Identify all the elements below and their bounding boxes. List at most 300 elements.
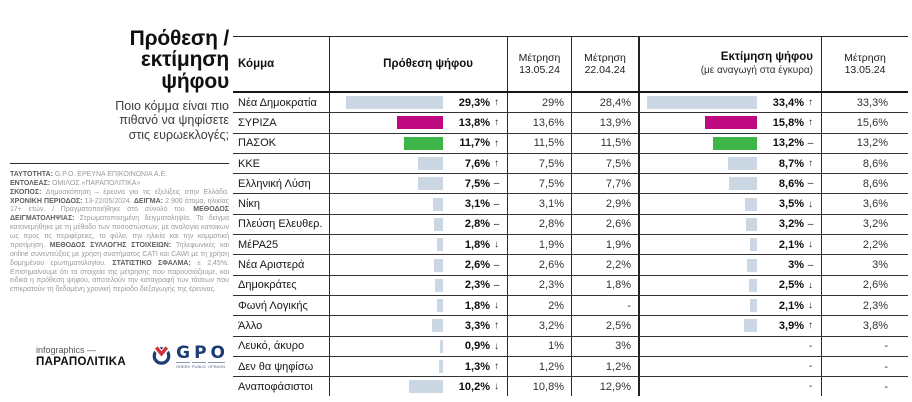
vote-intention-cell [330, 113, 508, 132]
estimate-trend-icon: ↑ [808, 158, 813, 170]
estimate-cell [640, 357, 822, 376]
vote-intention-barwrap [330, 198, 443, 211]
estimate-trend-icon: ↑ [808, 320, 813, 332]
measure-130524-value: 2,6% [538, 259, 564, 272]
measure-130524-cell [508, 337, 572, 356]
vote-intention-cell [330, 154, 508, 173]
header-measure-130524-line1: Μέτρηση [518, 51, 561, 64]
vote-intention-cell [330, 93, 508, 112]
header-measure-220424-line1: Μέτρηση [584, 51, 626, 64]
vote-intention-cell [330, 134, 508, 153]
measure-130524b-value: 3,2% [862, 218, 888, 231]
measure-130524-cell [508, 93, 572, 112]
table-row [233, 154, 908, 174]
header-estimate [640, 37, 822, 91]
party-cell [233, 93, 330, 112]
vote-intention-value: 2,8% [464, 218, 490, 231]
vote-intention-bar [418, 177, 443, 190]
header-measure-130524 [508, 37, 572, 91]
measure-130524b-cell [822, 154, 908, 173]
vote-intention-cell [330, 337, 508, 356]
measure-130524b-cell [822, 235, 908, 254]
vote-intention-cell [330, 296, 508, 315]
table-header [233, 36, 908, 93]
party-cell [233, 276, 330, 295]
estimate-barwrap [640, 299, 757, 312]
measure-220424-value: 1,9% [605, 238, 631, 251]
estimate-bar [744, 319, 757, 332]
table-row [233, 194, 908, 214]
estimate-value: 3,9% [778, 319, 804, 332]
party-name: Δεν θα ψηφίσω [238, 360, 314, 373]
estimate-cell [640, 377, 822, 396]
measure-130524b-value: 2,2% [862, 238, 888, 251]
vote-intention-bar [397, 116, 443, 129]
measure-220424-cell [572, 93, 640, 112]
measure-220424-cell [572, 276, 640, 295]
measure-220424-value: 2,5% [605, 319, 631, 332]
measure-130524b-cell [822, 194, 908, 213]
page-title: Πρόθεση / εκτίμηση ψήφου [129, 27, 229, 93]
party-cell [233, 215, 330, 234]
vote-intention-barwrap [330, 319, 443, 332]
vote-intention-bar [409, 380, 443, 393]
measure-130524b-cell [822, 357, 908, 376]
estimate-trend-icon: ↓ [808, 198, 813, 210]
vote-intention-value: 1,8% [464, 299, 490, 312]
estimate-barwrap [640, 157, 757, 170]
measure-130524-value: 7,5% [538, 157, 564, 170]
party-name: Αναποφάσιστοι [238, 380, 313, 393]
vote-intention-trend-icon: – [493, 279, 500, 291]
measure-220424-value: 7,5% [605, 157, 631, 170]
measure-130524b-cell [822, 174, 908, 193]
measure-220424-value: 1,8% [605, 279, 631, 292]
measure-220424-value: 2,2% [605, 259, 631, 272]
measure-130524b-value: 3% [872, 259, 888, 272]
measure-130524b-cell [822, 93, 908, 112]
measure-130524-cell [508, 215, 572, 234]
table-row [233, 93, 908, 113]
vote-intention-value: 10,2% [458, 380, 490, 393]
vote-intention-bar [418, 157, 443, 170]
gpo-logo [150, 345, 229, 369]
party-name: Λευκό, άκυρο [238, 340, 305, 353]
estimate-trend-icon: – [807, 178, 814, 190]
measure-220424-value: 2,6% [605, 218, 631, 231]
party-cell [233, 316, 330, 335]
vote-intention-value: 7,5% [464, 177, 490, 190]
estimate-bar [750, 299, 757, 312]
table-row [233, 255, 908, 275]
estimate-barwrap [640, 137, 757, 150]
gpo-letters: GPO [176, 343, 229, 363]
vote-intention-barwrap [330, 299, 443, 312]
estimate-value: 2,1% [778, 238, 804, 251]
estimate-value: 2,1% [778, 299, 804, 312]
measure-130524-value: 3,1% [538, 198, 564, 211]
party-name: Πλεύση Ελευθερ. [238, 218, 323, 231]
measure-220424-value: 3% [615, 340, 631, 353]
table-body [233, 93, 908, 396]
measure-130524-cell [508, 377, 572, 396]
gpo-sub-opinion: OPINION [208, 364, 225, 370]
measure-130524-cell [508, 154, 572, 173]
estimate-cell [640, 154, 822, 173]
measure-220424-value: 1,2% [605, 360, 631, 373]
party-cell [233, 174, 330, 193]
vote-intention-trend-icon: – [493, 198, 500, 210]
vote-intention-cell [330, 235, 508, 254]
header-estimate-subtitle: (με αναγωγή στα έγκυρα) [700, 64, 813, 76]
vote-intention-trend-icon: ↑ [494, 117, 499, 129]
estimate-bar [729, 177, 757, 190]
vote-intention-trend-icon: ↑ [494, 97, 499, 109]
party-cell [233, 134, 330, 153]
header-vote-intention: Πρόθεση ψήφου [330, 37, 508, 91]
measure-220424-cell [572, 296, 640, 315]
estimate-trend-icon: - [808, 381, 813, 393]
party-name: ΠΑΣΟΚ [238, 137, 276, 150]
estimate-cell [640, 93, 822, 112]
party-cell [233, 194, 330, 213]
vote-intention-barwrap [330, 218, 443, 231]
measure-220424-cell [572, 357, 640, 376]
party-name: ΣΥΡΙΖΑ [238, 116, 277, 129]
vote-intention-trend-icon: ↑ [494, 137, 499, 149]
measure-130524b-value: - [884, 340, 888, 353]
gpo-checkmark-icon [150, 345, 173, 365]
vote-intention-value: 13,8% [458, 116, 490, 129]
estimate-value: 3,2% [778, 218, 804, 231]
vote-intention-trend-icon: ↓ [494, 340, 499, 352]
measure-130524b-value: 33,3% [856, 96, 888, 109]
estimate-bar [647, 96, 757, 109]
credit-block [36, 345, 126, 368]
vote-intention-value: 29,3% [458, 96, 490, 109]
vote-intention-cell [330, 357, 508, 376]
estimate-bar [747, 259, 757, 272]
vote-intention-value: 11,7% [459, 137, 490, 150]
measure-130524b-cell [822, 134, 908, 153]
measure-220424-cell [572, 113, 640, 132]
table-row [233, 276, 908, 296]
estimate-bar [749, 279, 757, 292]
vote-intention-trend-icon: ↓ [494, 239, 499, 251]
credit-infographics: infographics — [36, 345, 97, 355]
estimate-cell [640, 276, 822, 295]
vote-intention-value: 1,8% [464, 238, 490, 251]
measure-130524b-cell [822, 337, 908, 356]
page-subtitle: Ποιο κόμμα είναι πιο πιθανό να ψηφίσετε στις ευρωεκλογές; [115, 99, 229, 142]
estimate-cell [640, 255, 822, 274]
vote-intention-value: 0,9% [464, 340, 490, 353]
vote-intention-value: 3,1% [464, 198, 490, 211]
party-name: Νίκη [238, 198, 261, 211]
estimate-barwrap [640, 259, 757, 272]
measure-220424-cell [572, 215, 640, 234]
measure-130524-value: 1,9% [538, 238, 564, 251]
poll-table [233, 36, 908, 396]
gpo-sub-greek: GREEK [176, 364, 191, 370]
estimate-value: 13,2% [772, 137, 804, 150]
measure-130524-cell [508, 296, 572, 315]
measure-220424-cell [572, 174, 640, 193]
measure-220424-cell [572, 154, 640, 173]
estimate-cell [640, 113, 822, 132]
estimate-value: 3,5% [778, 198, 804, 211]
vote-intention-bar [433, 198, 443, 211]
party-name: ΜέΡΑ25 [238, 238, 279, 251]
table-row [233, 316, 908, 336]
methodology-text: ΤΑΥΤΟΤΗΤΑ: G.P.O. ΕΡΕΥΝΑ ΕΠΙΚΟΙΝΩΝΙΑ Α.Ε. ΕΝΤΟΛΕΑΣ: ΟΜΙΛΟΣ «ΠΑΡΑΠΟΛΙΤΙΚΑ» ΣΚΟΠΟΣ: Δημοσκόπηση – έρευνα για τις εξελίξεις στην Ελλάδα. ΧΡΟΝΙΚΗ ΠΕΡΙΟΔΟΣ: 13-22/05/2024. ΔΕΙΓΜΑ: 2.900 άτομα, ηλικίας 17+ ετών. / Πραγματοποιήθηκε στο σύνολό του. ΜΕΘΟΔΟΣ ΔΕΙΓΜΑΤΟΛΗΨΙΑΣ: Στρωματοποιημένη δειγματοληψία. Το δείγμα κατανεμήθηκε με τη μέθοδο των ποσοστώσεων, με αναλογία κατοίκων ως προς τις περιφέρειες, το φύλο, την ηλικία και την κομματική προτίμηση. ΜΕΘΟΔΟΣ ΣΥΛΛΟΓΗΣ ΣΤΟΙΧΕΙΩΝ: Τηλεφωνικές και online συνεντεύξεις με χρήση συστήματος CATI και CAWI με τη χρήση δομημένου ερωτηματολογίου. ΣΤΑΤΙΣΤΙΚΟ ΣΦΑΛΜΑ: ± 2,45%. Επισημαίνουμε ότι τα στοιχεία της μέτρησης που παρουσιάζουμε, και ειδικά η πρόθεση ψήφου, αποτελούν την καταγραφή των τάσεων που επικρατούν τη δεδομένη χρονική περίοδο διεξαγωγής της έρευνας. [10, 170, 229, 294]
vote-intention-barwrap [330, 177, 443, 190]
estimate-trend-icon: ↑ [808, 117, 813, 129]
measure-220424-cell [572, 316, 640, 335]
vote-intention-trend-icon: ↑ [494, 361, 499, 372]
vote-intention-trend-icon: ↓ [494, 300, 499, 312]
credit-parapolitika: ΠΑΡΑΠΟΛΙΤΙΚΑ [36, 356, 126, 368]
header-measure-220424-line2: 22.04.24 [584, 64, 626, 76]
measure-130524b-value: 8,6% [862, 177, 888, 190]
table-row [233, 377, 908, 396]
header-measure-130524-b [822, 37, 908, 91]
measure-220424-cell [572, 337, 640, 356]
header-measure-130524-line2: 13.05.24 [519, 64, 560, 76]
estimate-cell [640, 174, 822, 193]
sidebar [10, 28, 229, 295]
header-party: Κόμμα [233, 37, 330, 91]
measure-130524b-value: 2,3% [862, 299, 888, 312]
measure-220424-cell [572, 134, 640, 153]
vote-intention-bar [432, 319, 443, 332]
party-cell [233, 337, 330, 356]
measure-130524-value: 2% [548, 299, 564, 312]
measure-220424-value: 11,5% [600, 137, 631, 150]
measure-220424-value: 2,9% [605, 198, 631, 211]
estimate-bar [728, 157, 757, 170]
measure-130524-cell [508, 235, 572, 254]
measure-220424-value: 12,9% [599, 380, 631, 393]
estimate-barwrap [640, 96, 757, 109]
vote-intention-value: 2,3% [464, 279, 490, 292]
vote-intention-bar [404, 137, 443, 150]
measure-130524-value: 1% [548, 340, 564, 353]
party-name: Νέα Αριστερά [238, 259, 305, 272]
measure-130524b-cell [822, 316, 908, 335]
vote-intention-trend-icon: ↑ [494, 320, 499, 332]
estimate-cell [640, 134, 822, 153]
measure-130524-value: 2,3% [538, 279, 564, 292]
party-name: Νέα Δημοκρατία [238, 96, 317, 109]
party-cell [233, 357, 330, 376]
measure-220424-cell [572, 194, 640, 213]
vote-intention-trend-icon: ↓ [494, 381, 499, 393]
measure-220424-cell [572, 377, 640, 396]
estimate-trend-icon: - [808, 361, 813, 372]
estimate-value: 8,6% [778, 177, 804, 190]
estimate-barwrap [640, 177, 757, 190]
measure-130524-cell [508, 134, 572, 153]
table-row [233, 357, 908, 377]
vote-intention-barwrap [330, 360, 443, 373]
measure-130524b-value: 8,6% [862, 157, 888, 170]
estimate-bar [746, 218, 757, 231]
header-measure-130524b-line2: 13.05.24 [844, 64, 886, 76]
vote-intention-value: 7,6% [464, 157, 490, 170]
vote-intention-cell [330, 255, 508, 274]
estimate-trend-icon: ↓ [808, 279, 813, 291]
measure-220424-value: - [627, 299, 631, 312]
vote-intention-bar [434, 218, 443, 231]
measure-130524b-value: 15,6% [856, 116, 888, 129]
measure-130524-cell [508, 174, 572, 193]
estimate-value: 2,5% [778, 279, 804, 292]
measure-130524b-cell [822, 113, 908, 132]
estimate-value: 15,8% [772, 116, 804, 129]
table-row [233, 296, 908, 316]
estimate-cell [640, 296, 822, 315]
measure-130524-cell [508, 276, 572, 295]
measure-130524-value: 11,5% [533, 137, 564, 150]
measure-130524-cell [508, 316, 572, 335]
measure-130524b-cell [822, 255, 908, 274]
gpo-sub-public: PUBLIC [191, 364, 207, 370]
estimate-cell [640, 194, 822, 213]
estimate-bar [713, 137, 757, 150]
vote-intention-cell [330, 194, 508, 213]
header-measure-220424 [572, 37, 640, 91]
vote-intention-barwrap [330, 137, 443, 150]
party-name: Άλλο [238, 319, 263, 332]
measure-130524-cell [508, 357, 572, 376]
vote-intention-cell [330, 377, 508, 396]
sidebar-divider [10, 163, 229, 164]
measure-130524b-cell [822, 296, 908, 315]
measure-130524-value: 3,2% [538, 319, 564, 332]
measure-130524-value: 13,6% [532, 116, 564, 129]
vote-intention-bar [435, 279, 443, 292]
measure-130524-value: 7,5% [538, 177, 564, 190]
estimate-value: 33,4% [772, 96, 804, 109]
measure-220424-cell [572, 255, 640, 274]
vote-intention-cell [330, 215, 508, 234]
vote-intention-trend-icon: – [493, 178, 500, 190]
party-name: Φωνή Λογικής [238, 299, 308, 312]
measure-130524b-value: - [884, 360, 888, 373]
party-cell [233, 296, 330, 315]
estimate-value: 8,7% [778, 157, 804, 170]
vote-intention-cell [330, 174, 508, 193]
measure-130524-cell [508, 194, 572, 213]
table-row [233, 134, 908, 154]
estimate-trend-icon: ↓ [808, 239, 813, 251]
vote-intention-value: 3,3% [464, 319, 490, 332]
header-estimate-title: Εκτίμηση ψήφου [720, 51, 813, 64]
vote-intention-value: 1,3% [464, 360, 490, 373]
estimate-cell [640, 337, 822, 356]
measure-130524-value: 29% [541, 96, 564, 109]
gpo-sublabels [176, 362, 229, 369]
vote-intention-barwrap [330, 157, 443, 170]
measure-130524b-value: 13,2% [856, 137, 888, 150]
vote-intention-barwrap [330, 279, 443, 292]
measure-220424-cell [572, 235, 640, 254]
party-name: Ελληνική Λύση [238, 177, 311, 190]
estimate-bar [705, 116, 757, 129]
sidebar-footer [10, 345, 229, 369]
estimate-trend-icon: - [808, 340, 813, 352]
vote-intention-barwrap [330, 259, 443, 272]
vote-intention-barwrap [330, 340, 443, 353]
estimate-barwrap [640, 198, 757, 211]
party-cell [233, 113, 330, 132]
estimate-bar [745, 198, 757, 211]
table-row [233, 235, 908, 255]
measure-130524-value: 2,8% [538, 218, 564, 231]
party-cell [233, 255, 330, 274]
estimate-value: 3% [788, 259, 804, 272]
party-cell [233, 154, 330, 173]
estimate-barwrap [640, 238, 757, 251]
measure-130524b-value: 3,6% [862, 198, 888, 211]
vote-intention-cell [330, 276, 508, 295]
table-row [233, 113, 908, 133]
party-cell [233, 235, 330, 254]
vote-intention-barwrap [330, 380, 443, 393]
measure-130524b-value: 2,6% [862, 279, 888, 292]
vote-intention-barwrap [330, 116, 443, 129]
table-row [233, 174, 908, 194]
estimate-trend-icon: ↑ [808, 97, 813, 109]
estimate-cell [640, 235, 822, 254]
vote-intention-bar [346, 96, 443, 109]
measure-130524b-value: 3,8% [862, 319, 888, 332]
table-row [233, 215, 908, 235]
estimate-trend-icon: – [807, 137, 814, 149]
measure-130524-cell [508, 113, 572, 132]
estimate-cell [640, 316, 822, 335]
measure-130524b-cell [822, 276, 908, 295]
gpo-logo-text [176, 345, 229, 369]
measure-130524-cell [508, 255, 572, 274]
estimate-barwrap [640, 116, 757, 129]
measure-220424-value: 7,7% [605, 177, 631, 190]
measure-130524b-cell [822, 377, 908, 396]
estimate-cell [640, 215, 822, 234]
party-name: ΚΚΕ [238, 157, 261, 170]
measure-220424-value: 13,9% [599, 116, 631, 129]
vote-intention-cell [330, 316, 508, 335]
measure-130524b-value: - [884, 380, 888, 393]
estimate-trend-icon: ↓ [808, 300, 813, 312]
vote-intention-value: 2,6% [464, 259, 490, 272]
estimate-trend-icon: – [807, 259, 814, 271]
table-row [233, 337, 908, 357]
estimate-bar [750, 238, 757, 251]
measure-130524b-cell [822, 215, 908, 234]
measure-130524-value: 10,8% [532, 380, 564, 393]
vote-intention-trend-icon: – [493, 259, 500, 271]
measure-130524-value: 1,2% [538, 360, 564, 373]
measure-220424-value: 28,4% [599, 96, 631, 109]
header-measure-130524b-line1: Μέτρηση [844, 51, 886, 64]
vote-intention-trend-icon: – [493, 218, 500, 230]
estimate-barwrap [640, 218, 757, 231]
vote-intention-trend-icon: ↑ [494, 158, 499, 170]
estimate-barwrap [640, 319, 757, 332]
party-cell [233, 377, 330, 396]
